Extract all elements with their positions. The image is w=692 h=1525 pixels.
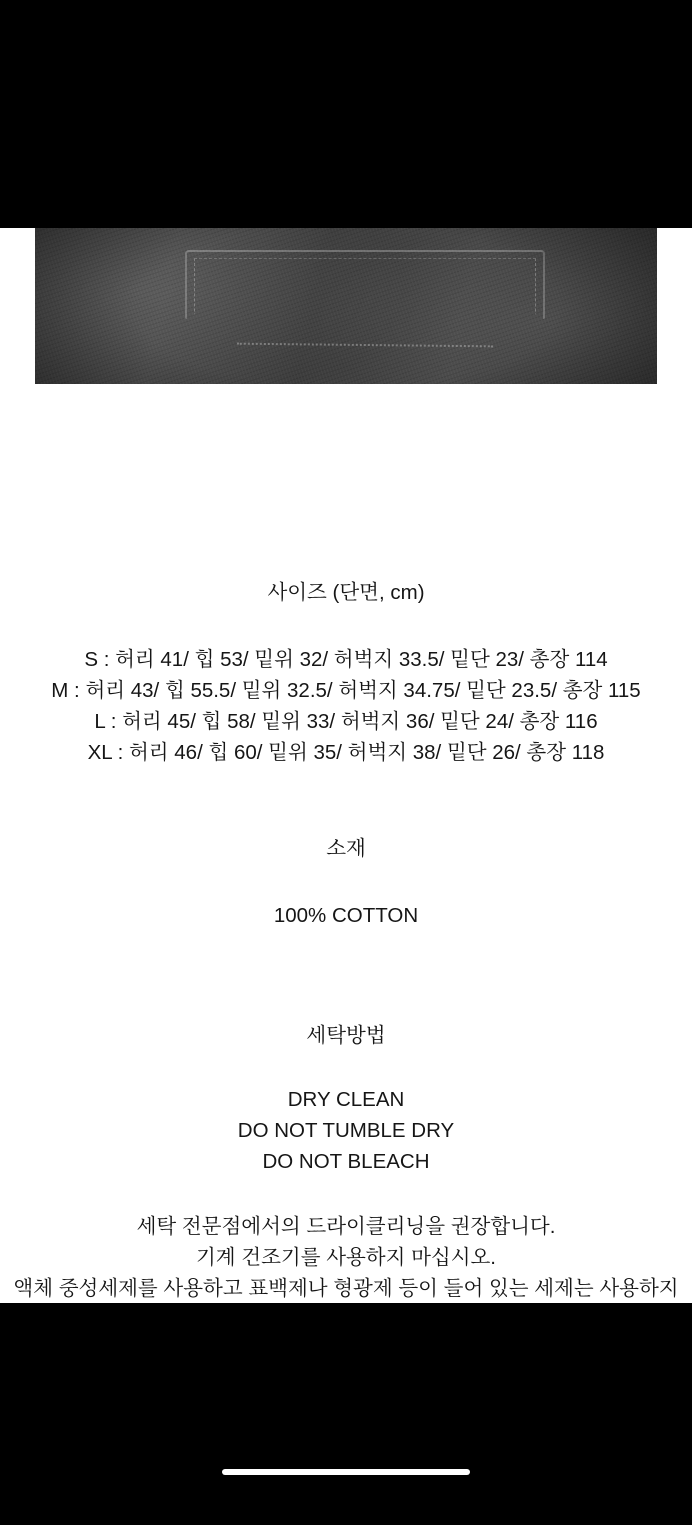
material-section [0,834,692,864]
material-value: 100% COTTON [273,904,419,927]
status-bar-area [0,0,692,228]
size-section [0,578,692,608]
wash-instruction-dry-clean: DRY CLEAN [287,1088,405,1111]
size-row-m: M : 허리 43/ 힙 55.5/ 밑위 32.5/ 허벅지 34.75/ 밑단 23.5/ 총장 115 [51,679,641,702]
wash-section-heading: 세탁방법 [306,1024,386,1047]
wash-note-line-2: 기계 건조기를 사용하지 마십시오. [195,1246,497,1269]
size-row-s: S : 허리 41/ 힙 53/ 밑위 32/ 허벅지 33.5/ 밑단 23/ 총장 114 [84,648,608,671]
size-table [0,644,692,768]
size-section-heading: 사이즈 (단면, cm) [267,581,425,604]
wash-section [0,1021,692,1051]
material-value-wrap [0,900,692,931]
wash-note-line-1: 세탁 전문점에서의 드라이클리닝을 권장합니다. [136,1215,556,1238]
wash-instruction-no-tumble-dry: DO NOT TUMBLE DRY [237,1119,455,1142]
material-section-heading: 소재 [326,837,366,860]
wash-note-line-3: 액체 중성세제를 사용하고 표백제나 형광제 등이 들어 있는 세제는 사용하지 [13,1277,679,1300]
product-image [35,228,657,384]
product-detail-sheet [0,228,692,1303]
home-indicator[interactable] [222,1469,470,1475]
wash-instruction-no-bleach: DO NOT BLEACH [262,1150,430,1173]
size-row-xl: XL : 허리 46/ 힙 60/ 밑위 35/ 허벅지 38/ 밑단 26/ 총장 118 [87,741,605,764]
size-row-l: L : 허리 45/ 힙 58/ 밑위 33/ 허벅지 36/ 밑단 24/ 총장 116 [94,710,598,733]
product-image-vignette [35,228,657,384]
product-info-text [0,384,692,1335]
bottom-bar-area [0,1303,692,1500]
wash-instructions [0,1084,692,1177]
